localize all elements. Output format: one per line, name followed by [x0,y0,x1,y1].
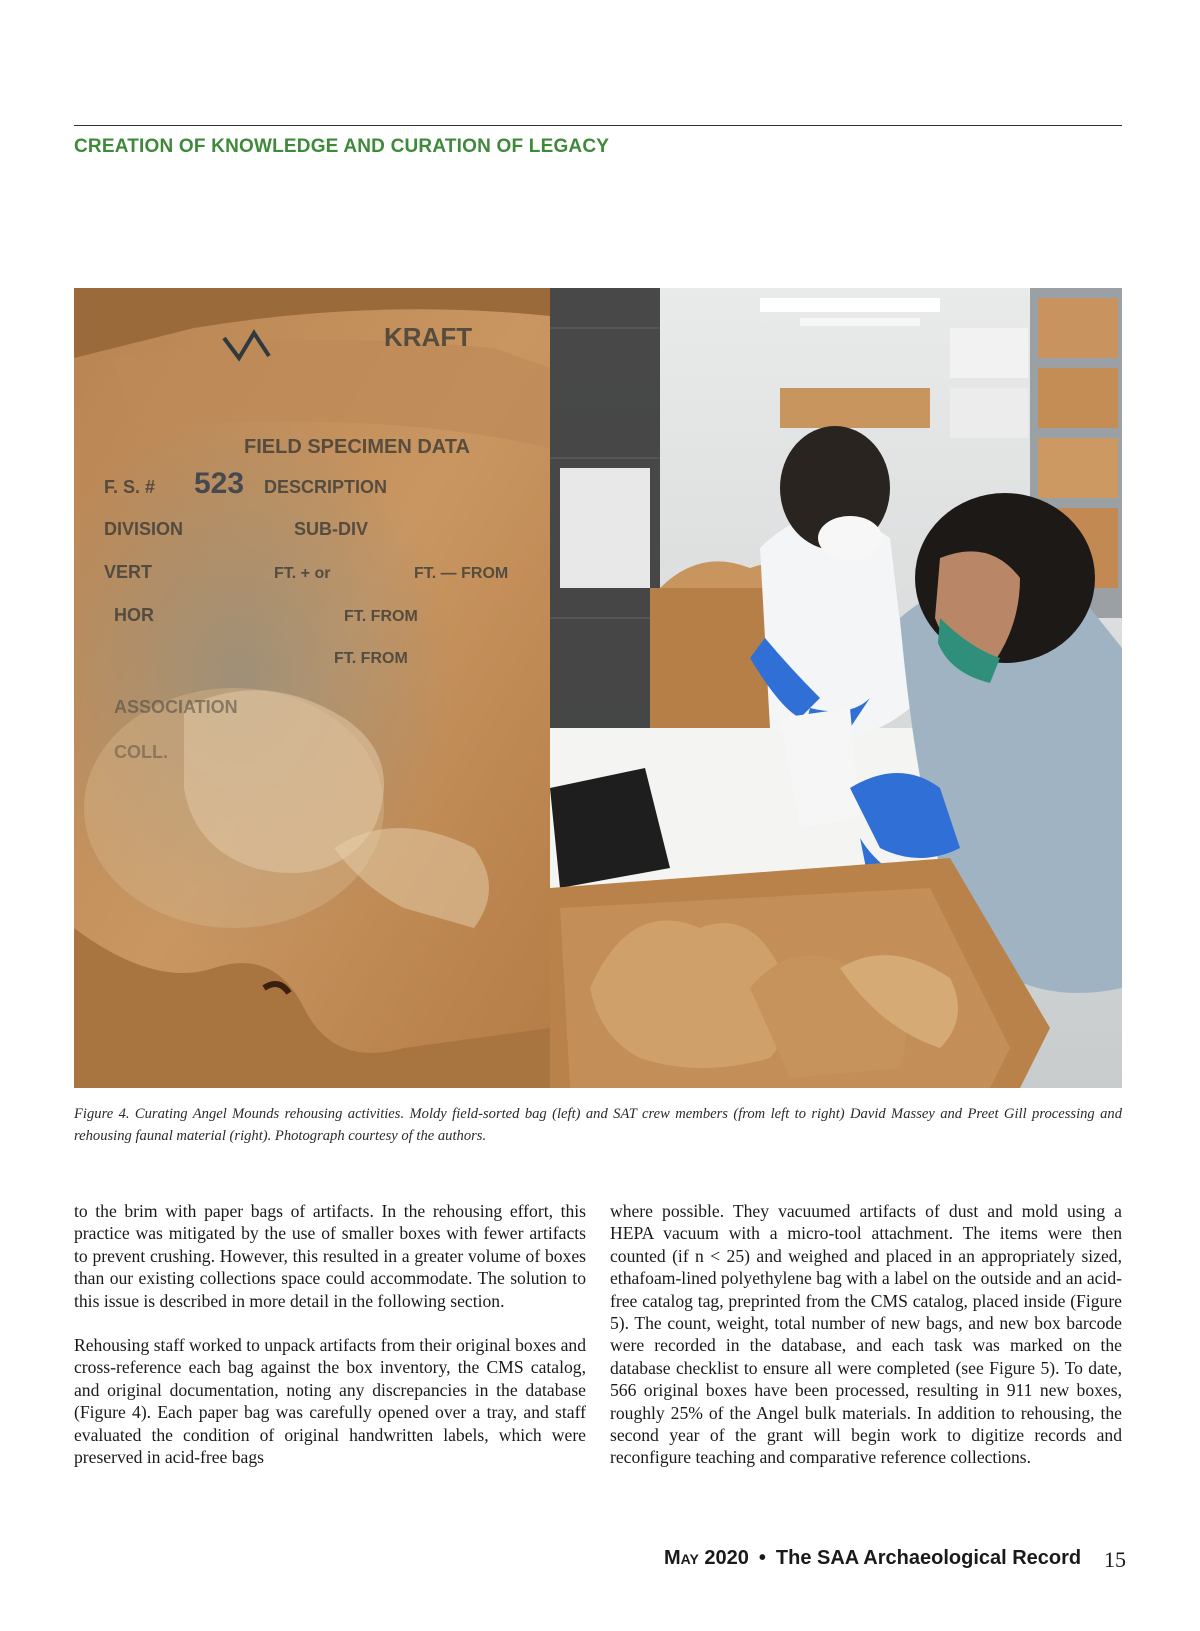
body-paragraph: where possible. They vacuumed artifacts of dust and mold using a HEPA vacuum with a micro-tool attachment. The items were then counted (if n < 25) and weighed and placed in an appropriately sized, ethafoam-lined polyethylene bag with a label on the outside and an acid-free catalog tag, preprinted from the CMS catalog, placed inside (Figure 5). The count, weight, total number of new bags, and new box barcode were recorded in the database, and each task was marked on the database checklist to ensure all were completed (see Figure 5). To date, 566 original boxes have been processed, resulting in 911 new boxes, roughly 25% of the Angel bulk materials. In addition to rehousing, the second year of the grant will begin work to digitize records and reconfigure teaching and comparative reference collections. [610,1201,1122,1468]
figure-4 [74,288,1122,1088]
bag-fs-number: 523 [194,467,245,500]
moldy-bag-photo [74,288,550,1088]
bag-division-text: DIVISION [104,519,184,539]
top-rule [74,125,1122,126]
footer-bullet: • [758,1547,766,1569]
body-paragraph: to the brim with paper bags of artifacts. In the rehousing effort, this practice was mitigated by the use of smaller boxes with fewer artifacts to prevent crushing. However, this resulted in a greater volume of boxes than our existing collections space could accommodate. The solution to this issue is described in more detail in the following section. [74,1201,586,1311]
bag-hor-text: HOR [114,605,154,625]
bag-field-specimen-text: FIELD SPECIMEN DATA [244,436,470,458]
bag-ftfrom3-text: FT. FROM [334,650,408,667]
page-number: 15 [1104,1547,1126,1572]
bag-ftor-text: FT. + or [274,565,331,582]
footer-month: May 2020 [664,1547,749,1569]
bag-collector-text: COLL. [114,742,168,762]
bag-description-text: DESCRIPTION [264,477,388,497]
body-paragraph: Rehousing staff worked to unpack artifacts from their original boxes and cross-reference each bag against the box inventory, the CMS catalog, and original documentation, noting any discrepancies in the database (Figure 4). Each paper bag was carefully opened over a tray, and staff evaluated the condition of original handwritten labels, which were preserved in acid-free bags [74,1335,586,1468]
body-right-column [610,1200,1122,1491]
figure-caption: Figure 4. Curating Angel Mounds rehousing activities. Moldy field-sorted bag (left) and SAT crew members (from left to right) David Massey and Preet Gill processing and rehousing faunal material (right). Photograph courtesy of the authors. [74,1106,1122,1144]
bag-ftfrom-text: FT. — FROM [414,565,509,582]
bag-kraft-text: KRAFT [384,322,473,352]
running-footer [664,1547,1081,1570]
lab-crew-photo [550,288,1122,1088]
bag-fs-text: F. S. # [104,477,156,497]
bag-vert-text: VERT [104,562,153,582]
body-left-column [74,1200,586,1490]
bag-subdiv-text: SUB-DIV [294,519,369,539]
bag-ftfrom2-text: FT. FROM [344,608,418,625]
footer-publication: The SAA Archaeological Record [775,1547,1082,1569]
section-title: CREATION OF KNOWLEDGE AND CURATION OF LEGACY [74,136,610,157]
bag-association-text: ASSOCIATION [114,697,238,717]
